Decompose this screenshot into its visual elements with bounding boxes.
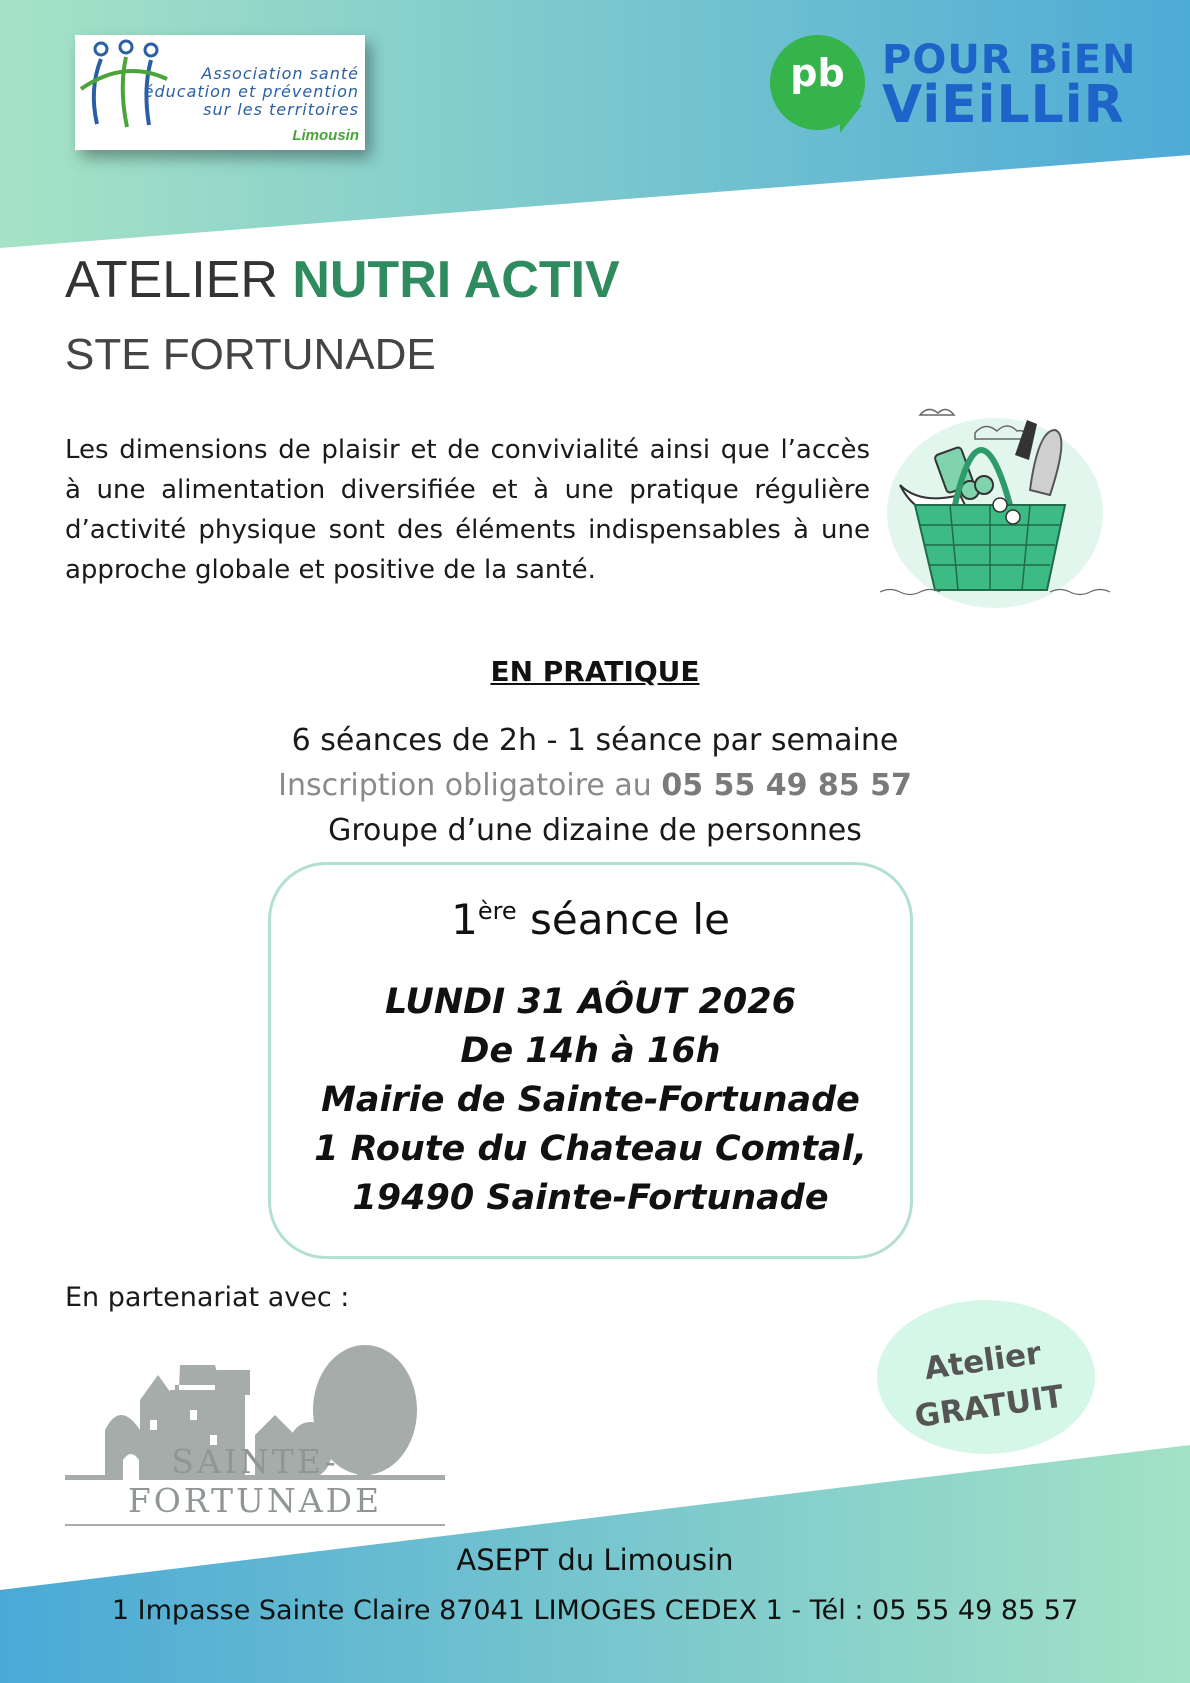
first-session-details xyxy=(271,978,910,1223)
session-time: De 14h à 16h xyxy=(460,1031,721,1071)
asept-logo-line: éducation et prévention xyxy=(143,82,359,101)
registration-phone: 05 55 49 85 57 xyxy=(661,768,912,803)
heading-rest: séance le xyxy=(530,895,730,944)
footer-address: 1 Impasse Sainte Claire 87041 LIMOGES CEDEX 1 - Tél : 05 55 49 85 57 xyxy=(111,1595,1079,1626)
asept-logo-region: Limousin xyxy=(292,127,359,144)
ordinal-number: 1 xyxy=(451,895,478,944)
town-name: SAINTE-FORTUNADE xyxy=(127,1442,383,1520)
partner-label: En partenariat avec : xyxy=(65,1282,350,1313)
session-street: 1 Route du Chateau Comtal, xyxy=(314,1129,867,1169)
group-info: Groupe d’une dizaine de personnes xyxy=(328,813,862,848)
pour-bien-vieillir-logo xyxy=(770,35,1140,135)
title-highlight: NUTRI ACTIV xyxy=(292,251,620,309)
asept-logo xyxy=(75,35,365,150)
session-date: LUNDI 31 AÔUT 2026 xyxy=(385,982,796,1022)
ordinal-suffix: ère xyxy=(477,897,517,925)
town-logo-underline xyxy=(65,1524,445,1526)
badge-line2: GRATUIT xyxy=(912,1378,1066,1436)
pbv-logo-line1: POUR BiEN xyxy=(882,37,1137,83)
picnic-basket-illustration xyxy=(880,395,1110,610)
sainte-fortunade-logo xyxy=(65,1340,445,1522)
footer-organization: ASEPT du Limousin xyxy=(456,1543,734,1577)
free-badge-text xyxy=(872,1323,1101,1444)
first-session-box xyxy=(268,862,913,1259)
session-city: 19490 Sainte-Fortunade xyxy=(352,1178,829,1218)
speech-bubble-icon xyxy=(770,35,865,130)
asept-logo-line: Association santé xyxy=(201,64,359,83)
asept-logo-line: sur les territoires xyxy=(203,100,359,119)
pbv-badge-text: pb xyxy=(790,51,845,95)
asept-logo-text xyxy=(144,65,359,119)
pbv-logo-line2: ViEiLLiR xyxy=(882,75,1125,135)
section-heading-practical: EN PRATIQUE xyxy=(490,655,700,688)
registration-text: Inscription obligatoire au xyxy=(278,768,652,803)
page-title xyxy=(65,250,620,310)
badge-line1: Atelier xyxy=(922,1335,1044,1388)
page-subtitle: STE FORTUNADE xyxy=(65,330,436,379)
intro-paragraph: Les dimensions de plaisir et de convivialité ainsi que l’accès à une alimentation diversifiée et à une pratique régulière d’activité physique sont des éléments indispensables à une approche globale et positive de la santé. xyxy=(65,435,870,585)
first-session-heading xyxy=(271,895,910,944)
registration-info xyxy=(0,768,1190,803)
sessions-info: 6 séances de 2h - 1 séance par semaine xyxy=(291,723,899,758)
session-venue: Mairie de Sainte-Fortunade xyxy=(321,1080,860,1120)
title-prefix: ATELIER xyxy=(65,251,278,309)
free-workshop-badge xyxy=(877,1300,1095,1454)
